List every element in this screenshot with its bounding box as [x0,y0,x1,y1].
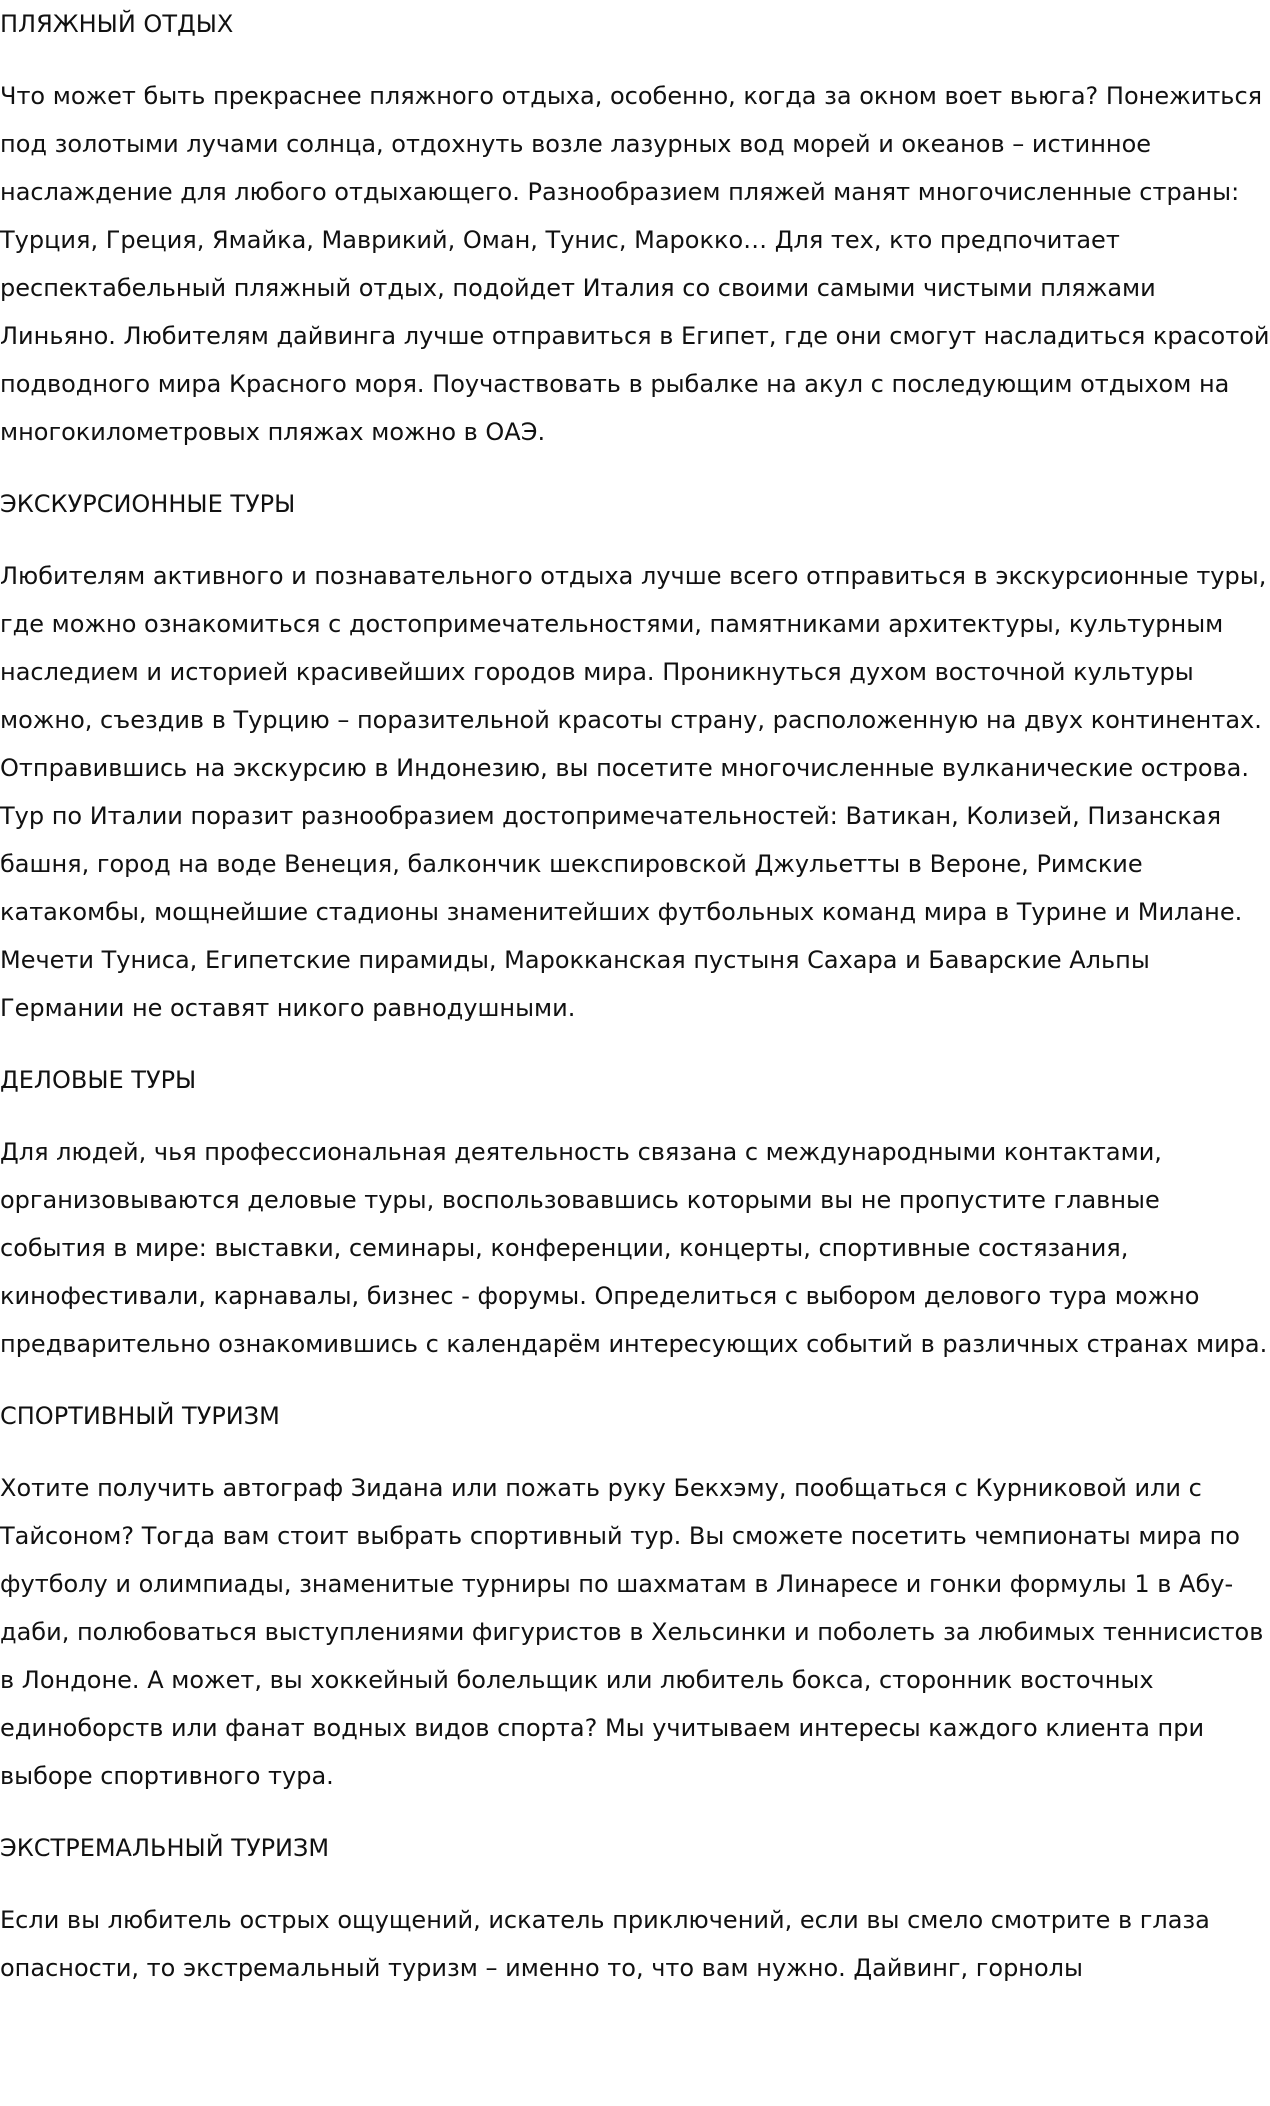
section-heading-extreme: ЭКСТРЕМАЛЬНЫЙ ТУРИЗМ [0,1834,330,1862]
section-text-extreme: Если вы любитель острых ощущений, искатель приключений, если вы смело смотрите в глаза опасности, то экстремальный туризм – именно то, что вам нужно. Дайвинг, горнолы [0,1906,1210,1982]
section-text-sport: Хотите получить автограф Зидана или пожать руку Бекхэму, пообщаться с Курниковой или с Тайсоном? Тогда вам стоит выбрать спортивный тур. Вы сможете посетить чемпионаты мира по футболу и олимпиады, знаменитые турниры по шахматам в Линаресе и гонки формулы 1 в Абу-даби, полюбоваться выступлениями фигуристов в Хельсинки и поболеть за любимых теннисистов в Лондоне. А может, вы хоккейный болельщик или любитель бокса, сторонник восточных единоборств или фанат водных видов спорта? Мы учитываем интересы каждого клиента при выборе спортивного тура. [0,1474,1264,1790]
section-heading-beach: ПЛЯЖНЫЙ ОТДЫХ [0,10,234,38]
section-text-business: Для людей, чья профессиональная деятельность связана с международными контактами, организовываются деловые туры, воспользовавшись которыми вы не пропустите главные события в мире: выставки, семинары, конференции, концерты, спортивные состязания, кинофестивали, карнавалы, бизнес - форумы. Определиться с выбором делового тура можно предварительно ознакомившись с календарём интересующих событий в различных странах мира. [0,1138,1268,1358]
section-text-excursion: Любителям активного и познавательного отдыха лучше всего отправиться в экскурсионные туры, где можно ознакомиться с достопримечательностями, памятниками архитектуры, культурным наследием и историей красивейших городов мира. Проникнуться духом восточной культуры можно, съездив в Турцию – поразительной красоты страну, расположенную на двух континентах. Отправившись на экскурсию в Индонезию, вы посетите многочисленные вулканические острова. Тур по Италии поразит разнообразием достопримечательностей: Ватикан, Колизей, Пизанская башня, город на воде Венеция, балкончик шекспировской Джульетты в Вероне, Римские катакомбы, мощнейшие стадионы знаменитейших футбольных команд мира в Турине и Милане. Мечети Туниса, Египетские пирамиды, Марокканская пустыня Сахара и Баварские Альпы Германии не оставят никого равнодушными. [0,562,1267,1022]
section-heading-sport: СПОРТИВНЫЙ ТУРИЗМ [0,1402,280,1430]
section-heading-business: ДЕЛОВЫЕ ТУРЫ [0,1066,197,1094]
section-text-beach: Что может быть прекраснее пляжного отдыха, особенно, когда за окном воет вьюга? Понежиться под золотыми лучами солнца, отдохнуть возле лазурных вод морей и океанов – истинное наслаждение для любого отдыхающего. Разнообразием пляжей манят многочисленные страны: Турция, Греция, Ямайка, Маврикий, Оман, Тунис, Марокко… Для тех, кто предпочитает респектабельный пляжный отдых, подойдет Италия со своими самыми чистыми пляжами Линьяно. Любителям дайвинга лучше отправиться в Египет, где они смогут насладиться красотой подводного мира Красного моря. Поучаствовать в рыбалке на акул с последующим отдыхом на многокилометровых пляжах можно в ОАЭ. [0,82,1270,446]
section-heading-excursion: ЭКСКУРСИОННЫЕ ТУРЫ [0,490,296,518]
